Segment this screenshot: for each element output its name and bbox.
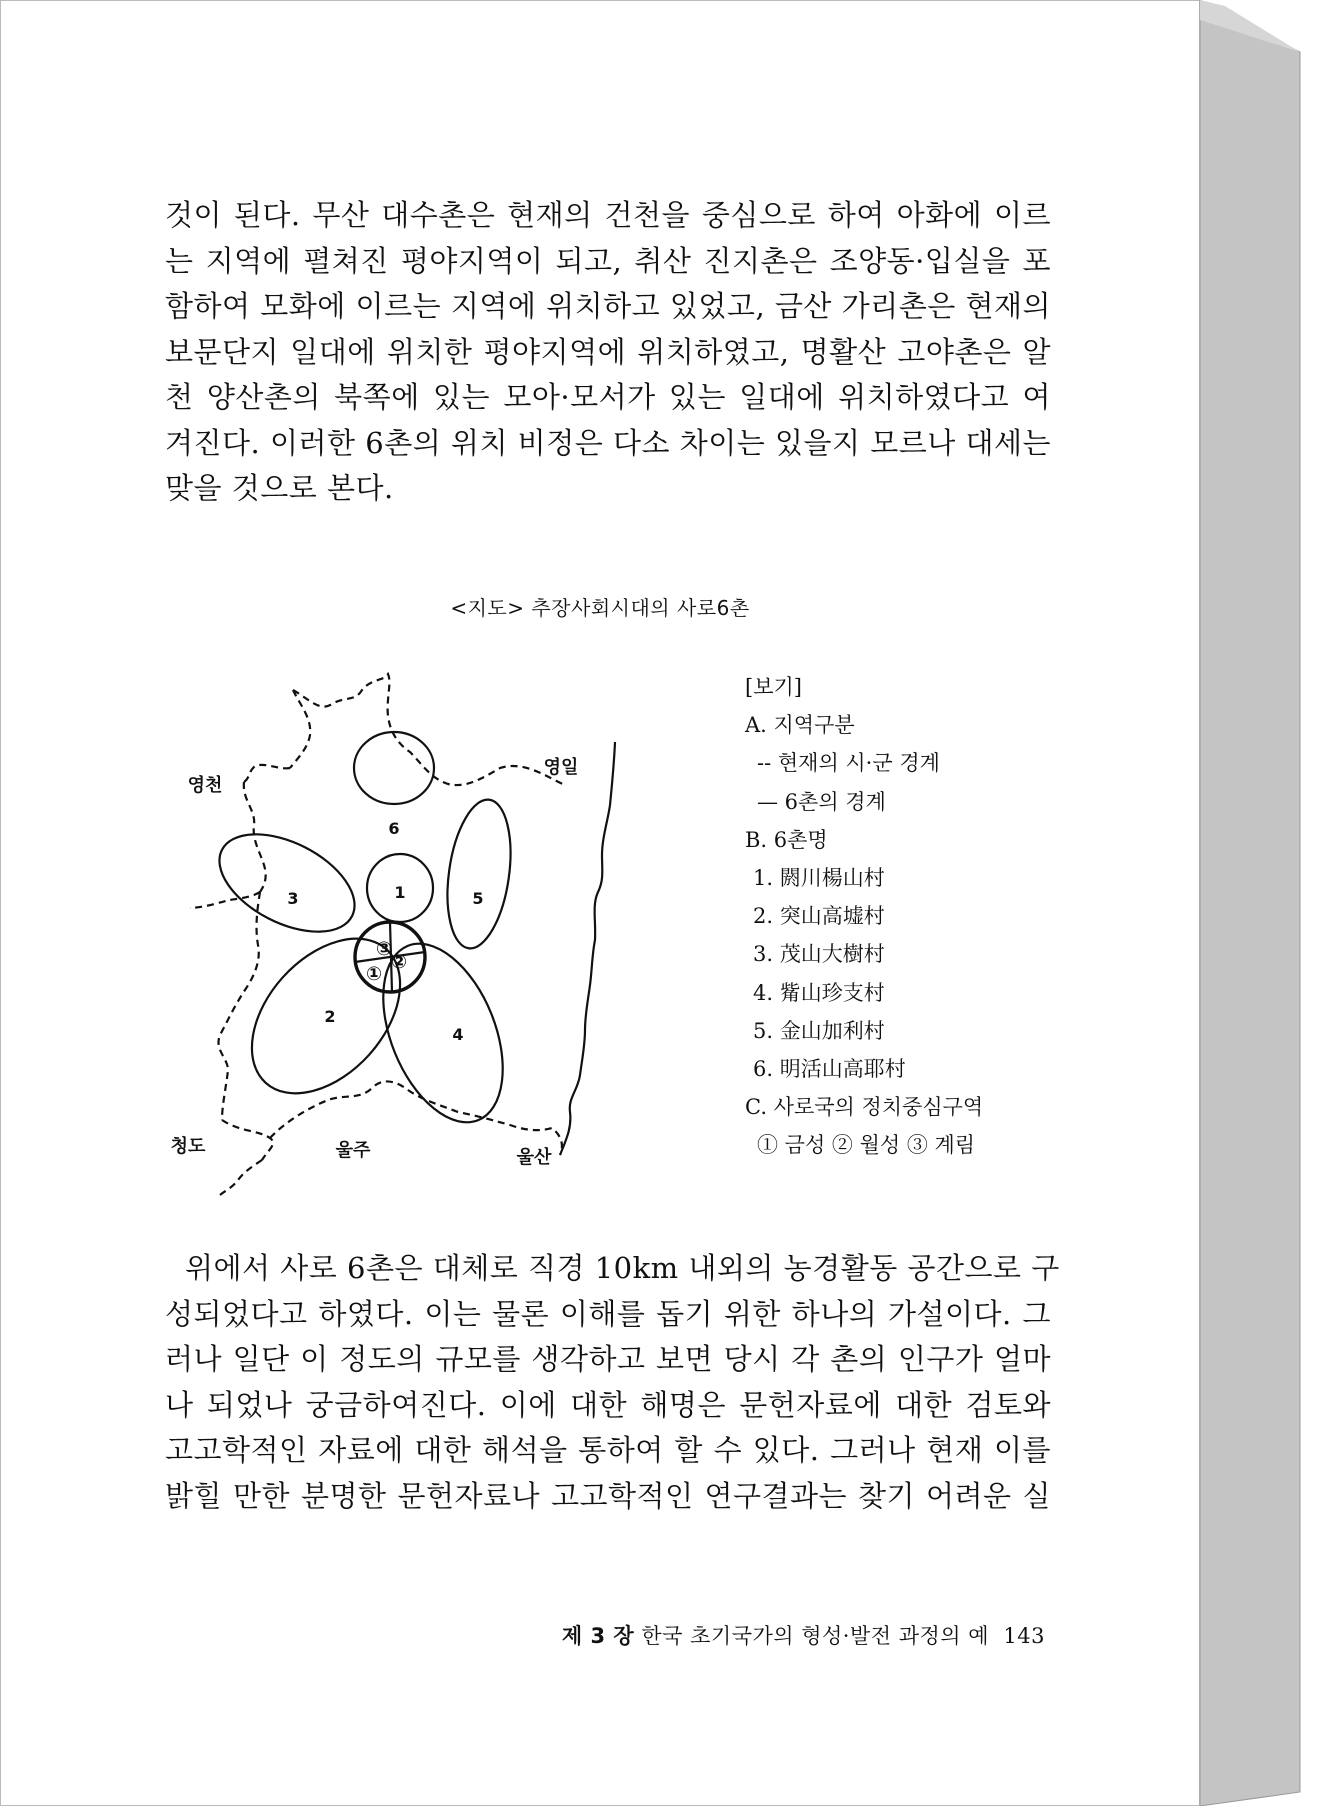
text-line: 고고학적인 자료에 대한 해석을 통하여 할 수 있다. 그러나 현재 이를	[165, 1433, 1051, 1467]
zone-label-1: 1	[394, 883, 406, 902]
text-line: 겨진다. 이러한 6촌의 위치 비정은 다소 차이는 있을지 모르나 대세는	[165, 425, 1052, 460]
footer-title: 한국 초기국가의 형성·발전 과정의 예	[641, 1624, 990, 1648]
text-line: 천 양산촌의 북쪽에 있는 모아·모서가 있는 일대에 위치하였다고 여	[165, 380, 1051, 414]
page-number: 143	[1003, 1624, 1045, 1648]
footer-chapter: 제 3 장	[561, 1624, 635, 1648]
legend-section-c: C. 사로국의 정치중심구역	[745, 1095, 984, 1120]
paragraph-top	[165, 193, 1051, 512]
text-line: 는 지역에 펼쳐진 평야지역이 되고, 취산 진지촌은 조양동·입실을 포	[165, 243, 1051, 278]
legend-heading: [보기]	[745, 675, 802, 699]
text-line: 것이 된다. 무산 대수촌은 현재의 건천을 중심으로 하여 아화에 이르	[165, 198, 1051, 232]
legend-village: 1. 閼川楊山村	[753, 866, 885, 891]
river-line	[560, 742, 615, 1155]
region-label-ulsan: 울산	[516, 1147, 552, 1168]
legend-village: 4. 觜山珍支村	[753, 980, 885, 1005]
center-marker-2: ②	[390, 951, 408, 973]
region-label-yeongcheon: 영천	[187, 775, 223, 796]
map-legend	[745, 668, 983, 1165]
text-line: 성되었다고 하였다. 이는 물론 이해를 돕기 위한 하나의 가설이다. 그	[165, 1296, 1051, 1331]
region-label-cheongdo: 청도	[170, 1136, 206, 1157]
village-boundaries	[204, 732, 527, 1140]
legend-village: 5. 金山加利村	[753, 1018, 885, 1043]
zone-label-4: 4	[452, 1025, 464, 1044]
text-line: 밝힐 만한 분명한 문헌자료나 고고학적인 연구결과는 찾기 어려운 실	[165, 1478, 1051, 1513]
paragraph-bottom	[165, 1246, 1060, 1519]
zone-label-2: 2	[324, 1007, 336, 1026]
zone-label-5: 5	[472, 889, 484, 908]
zone-label-3: 3	[287, 889, 299, 908]
legend-village: 2. 突山高墟村	[753, 904, 885, 929]
legend-city-boundary: -- 현재의 시·군 경계	[757, 751, 940, 776]
text-line: 함하여 모화에 이르는 지역에 위치하고 있었고, 금산 가리촌은 현재의	[165, 289, 1051, 323]
text-line: 나 되었나 궁금하여진다. 이에 대한 해명은 문헌자료에 대한 검토와	[165, 1387, 1051, 1422]
map-caption: <지도> 추장사회시대의 사로6촌	[450, 596, 750, 620]
zone-label-6: 6	[388, 819, 400, 838]
text-line: 보문단지 일대에 위치한 평야지역에 위치하였고, 명활산 고야촌은 알	[165, 334, 1051, 369]
legend-section-b: B. 6촌명	[745, 827, 828, 852]
region-label-ulju: 울주	[335, 1140, 371, 1161]
legend-centers: ① 금성 ② 월성 ③ 계림	[757, 1133, 976, 1158]
legend-village: 6. 明活山高耶村	[753, 1057, 906, 1082]
text-line: 맞을 것으로 본다.	[165, 471, 394, 505]
center-marker-1: ①	[365, 963, 383, 985]
six-villages-map	[160, 660, 680, 1220]
legend-village-boundary: — 6촌의 경계	[757, 789, 886, 814]
text-line: 위에서 사로 6촌은 대체로 직경 10km 내외의 농경활동 공간으로 구	[185, 1251, 1060, 1285]
text-line: 러나 일단 이 정도의 규모를 생각하고 보면 당시 각 촌의 인구가 얼마	[165, 1342, 1051, 1376]
region-label-yeongil: 영일	[543, 757, 579, 778]
legend-section-a: A. 지역구분	[745, 713, 855, 738]
center-marker-3: ③	[375, 938, 393, 960]
legend-village: 3. 茂山大樹村	[753, 942, 885, 967]
page-footer	[165, 1620, 1045, 1650]
